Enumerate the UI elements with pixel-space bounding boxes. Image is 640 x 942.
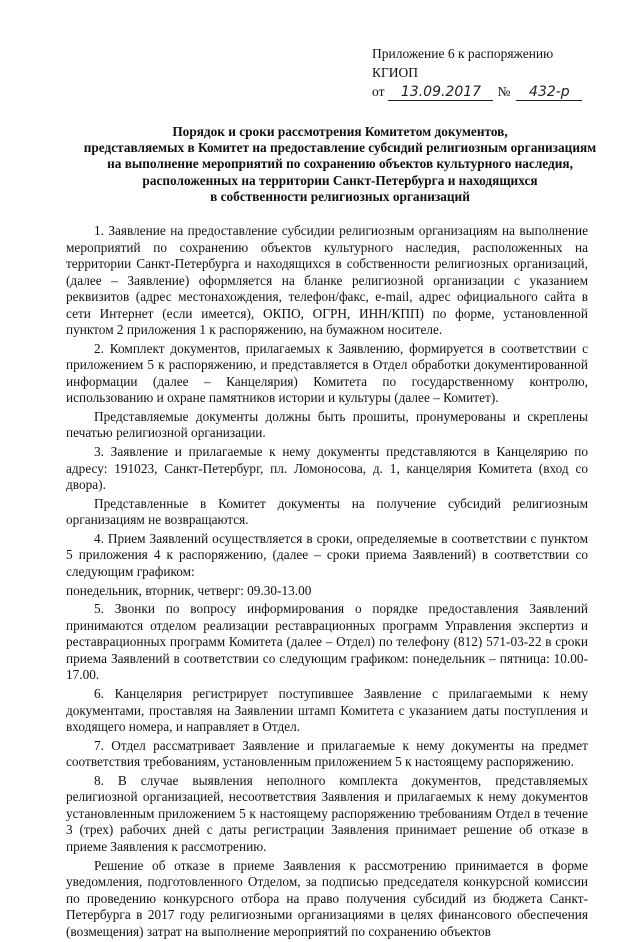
document-body xyxy=(66,223,588,942)
paragraph-3-no-return: Представленные в Комитет документы на получение субсидий религиозным организациям не возвращаются. xyxy=(66,495,588,528)
appendix-reference: Приложение 6 к распоряжению КГИОП xyxy=(372,46,554,80)
number-sign: № xyxy=(497,84,511,99)
paragraph-2-binding: Представляемые документы должны быть прошиты, пронумерованы и скреплены печатью религиозной организации. xyxy=(66,408,588,441)
handwritten-order-number: 432-р xyxy=(516,84,582,101)
paragraph-4-hours: понедельник, вторник, четверг: 09.30-13.00 xyxy=(66,582,312,598)
appendix-header xyxy=(372,44,602,101)
paragraph-8-refusal-form: Решение об отказе в приеме Заявления к рассмотрению принимается в форме уведомления, подготовленного Отделом, за подписью председателя конкурсной комиссии по проведению конкурсного отбора на право получения субсидий из бюджета Санкт-Петербурга в 2017 году религиозными организациями в целях финансового обеспечения (возмещения) затрат на выполнение мероприятий по сохранению объектов xyxy=(66,857,588,939)
paragraph-3-address: 3. Заявление и прилагаемые к нему документы представляются в Канцелярию по адресу: 191023, Санкт-Петербург, пл. Ломоносова, д. 1, канцелярия Комитета (вход со двора). xyxy=(66,444,588,493)
paragraph-4-schedule: 4. Прием Заявлений осуществляется в сроки, определяемые в соответствии с пунктом 5 приложения 4 к распоряжению, (далее – сроки приема Заявлений) в соответствии со следующим графиком: xyxy=(66,530,588,579)
paragraph-2-documents: 2. Комплект документов, прилагаемых к Заявлению, формируется в соответствии с приложением 5 к распоряжению, и представляется в Отдел обработки документированной информации (далее – Канцелярия) Комитета по государственному контролю, использованию и охране памятников истории и культуры (далее – Комитет). xyxy=(66,340,588,406)
order-date-number-line xyxy=(372,82,602,101)
from-label: от xyxy=(372,84,385,99)
title-line: расположенных на территории Санкт-Петербурга и находящихся xyxy=(142,172,538,188)
paragraph-1-application: 1. Заявление на предоставление субсидии религиозным организациям на выполнение мероприятий по сохранению объектов культурного наследия, расположенных на территории Санкт-Петербурга и находящихся в собственности религиозных организаций, (далее – Заявление) оформляется на бланке религиозной организации с указанием реквизитов (адрес местонахождения, телефон/факс, e-mail, адрес официального сайта в сети Интернет (если имеется), ОКПО, ОГРН, ИНН/КПП) по форме, установленной пунктом 2 приложения 1 к распоряжению, на бумажном носителе. xyxy=(66,223,588,337)
title-line: на выполнение мероприятий по сохранению объектов культурного наследия, xyxy=(107,156,573,172)
title-line: в собственности религиозных организаций xyxy=(210,188,470,204)
handwritten-date: 13.09.2017 xyxy=(388,84,493,101)
paragraph-5-phone: 5. Звонки по вопросу информирования о порядке предоставления Заявлений принимаются отделом реализации реставрационных программ Управления экспертиз и реставрационных программ Комитета (далее – Отдел) по телефону (812) 571-03-22 в сроки приема Заявлений в соответствии со следующим графиком: понедельник – пятница: 10.00-17.00. xyxy=(66,601,588,683)
paragraph-7-review: 7. Отдел рассматривает Заявление и прилагаемые к нему документы на предмет соответствия требованиям, установленным приложением 5 к настоящему распоряжению. xyxy=(66,737,588,770)
document-title xyxy=(80,124,600,205)
paragraph-8-refusal: 8. В случае выявления неполного комплекта документов, представляемых религиозной организацией, несоответствия Заявления и прилагаемых к нему документов установленным приложением 5 к настоящему распоряжению требованиям Отдел в течение 3 (трех) рабочих дней с даты регистрации Заявления принимает решение об отказе в приеме Заявления к рассмотрению. xyxy=(66,772,588,854)
title-line: Порядок и сроки рассмотрения Комитетом документов, xyxy=(172,124,508,139)
title-line: представляемых в Комитет на предоставление субсидий религиозным организациям xyxy=(83,140,597,156)
paragraph-6-registration: 6. Канцелярия регистрирует поступившее Заявление с прилагаемыми к нему документами, проставляя на Заявлении штамп Комитета с указанием даты поступления и входящего номера, и направляет в Отдел. xyxy=(66,686,588,734)
